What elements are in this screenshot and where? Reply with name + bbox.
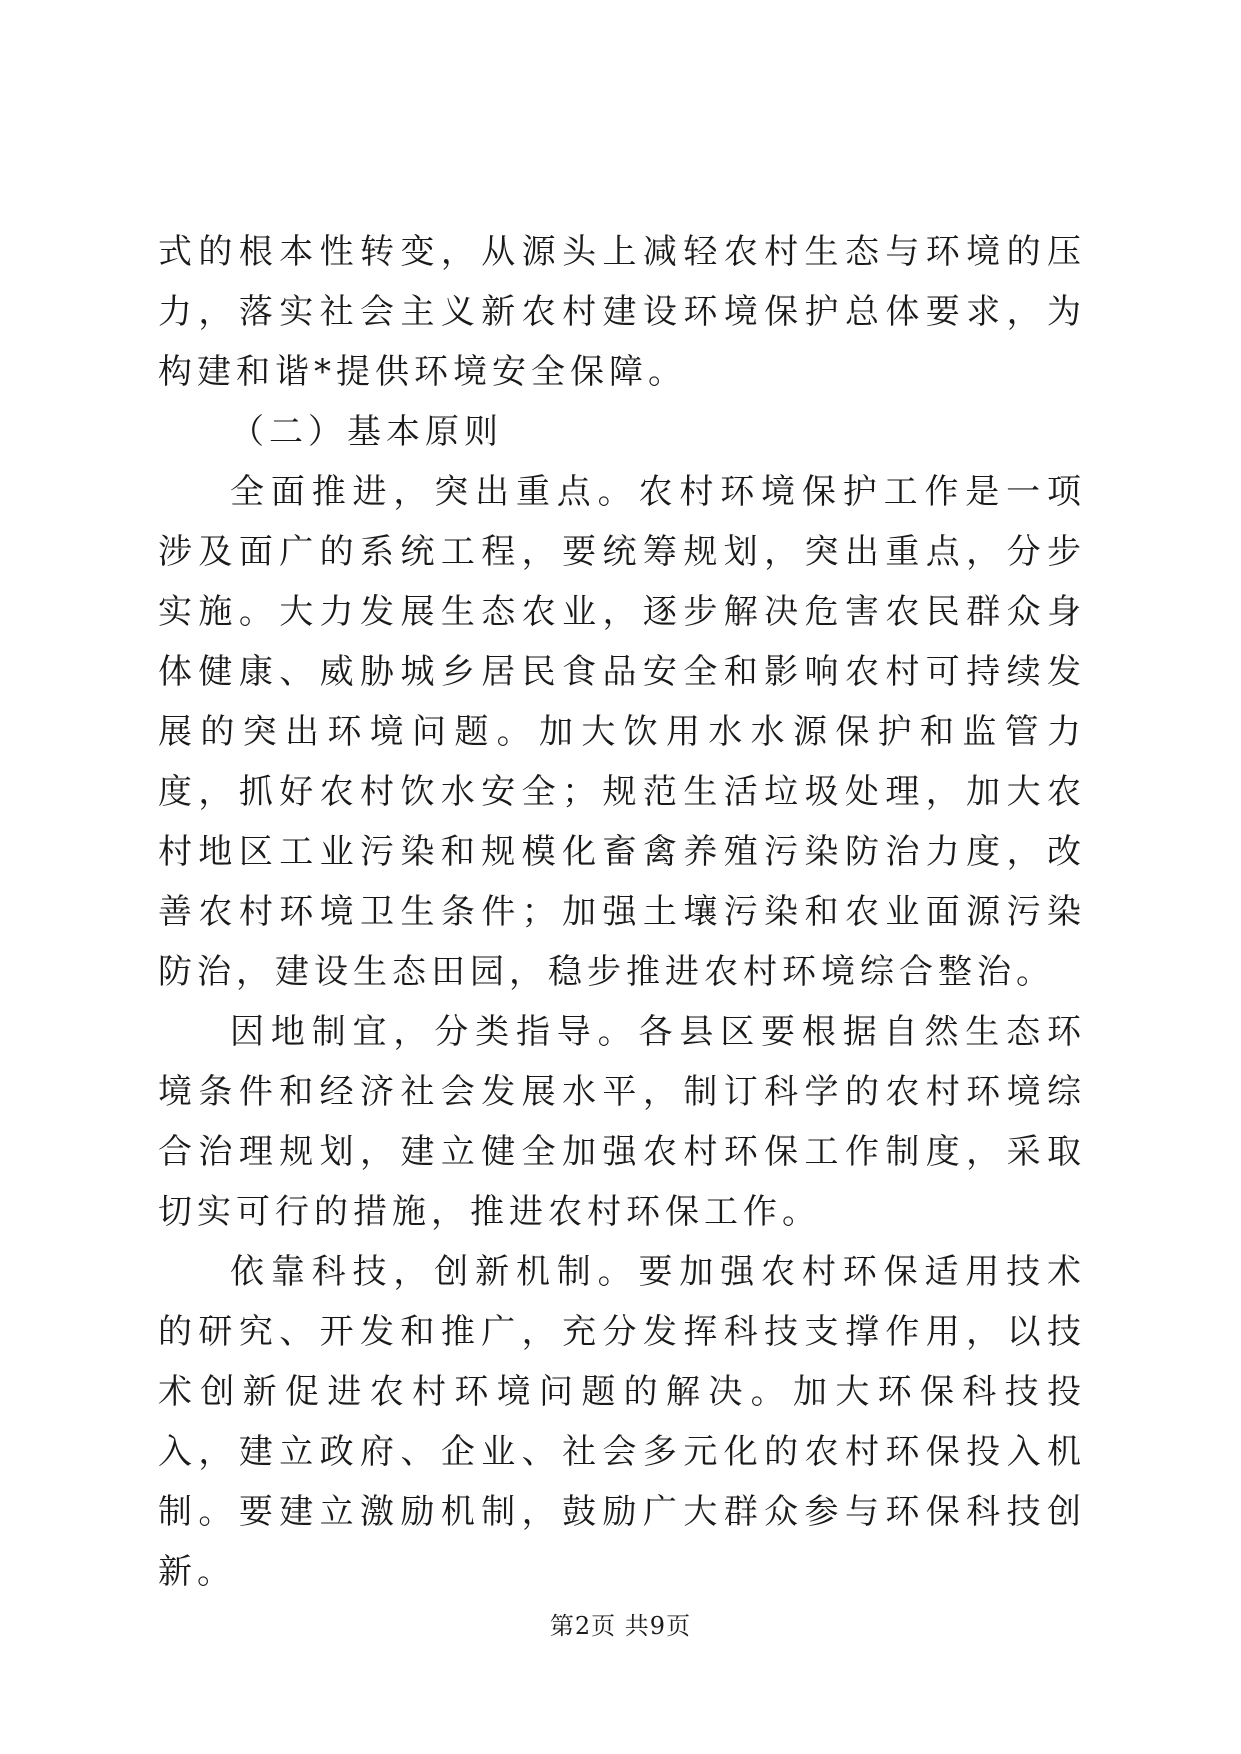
document-body (158, 222, 1086, 1602)
principle-paragraph-technology: 依靠科技，创新机制。要加强农村环保适用技术的研究、开发和推广，充分发挥科技支撑作用，以技术创新促进农村环境问题的解决。加大环保科技投入，建立政府、企业、社会多元化的农村环保投入机制。要建立激励机制，鼓励广大群众参与环保科技创新。 (158, 1252, 1086, 1592)
principle-paragraph-local-conditions: 因地制宜，分类指导。各县区要根据自然生态环境条件和经济社会发展水平，制订科学的农村环境综合治理规划，建立健全加强农村环保工作制度，采取切实可行的措施，推进农村环保工作。 (158, 1012, 1086, 1232)
page-number-footer: 第2页 共9页 (549, 1612, 692, 1640)
principle-paragraph-comprehensive: 全面推进，突出重点。农村环境保护工作是一项涉及面广的系统工程，要统筹规划，突出重点，分步实施。大力发展生态农业，逐步解决危害农民群众身体健康、威胁城乡居民食品安全和影响农村可持续发展的突出环境问题。加大饮用水水源保护和监管力度，抓好农村饮水安全；规范生活垃圾处理，加大农村地区工业污染和规模化畜禽养殖污染防治力度，改善农村环境卫生条件；加强土壤污染和农业面源污染防治，建设生态田园，稳步推进农村环境综合整治。 (158, 472, 1086, 992)
continuation-paragraph: 式的根本性转变，从源头上减轻农村生态与环境的压力，落实社会主义新农村建设环境保护总体要求，为构建和谐*提供环境安全保障。 (158, 232, 1086, 392)
section-heading-basic-principles: （二）基本原则 (230, 412, 503, 452)
